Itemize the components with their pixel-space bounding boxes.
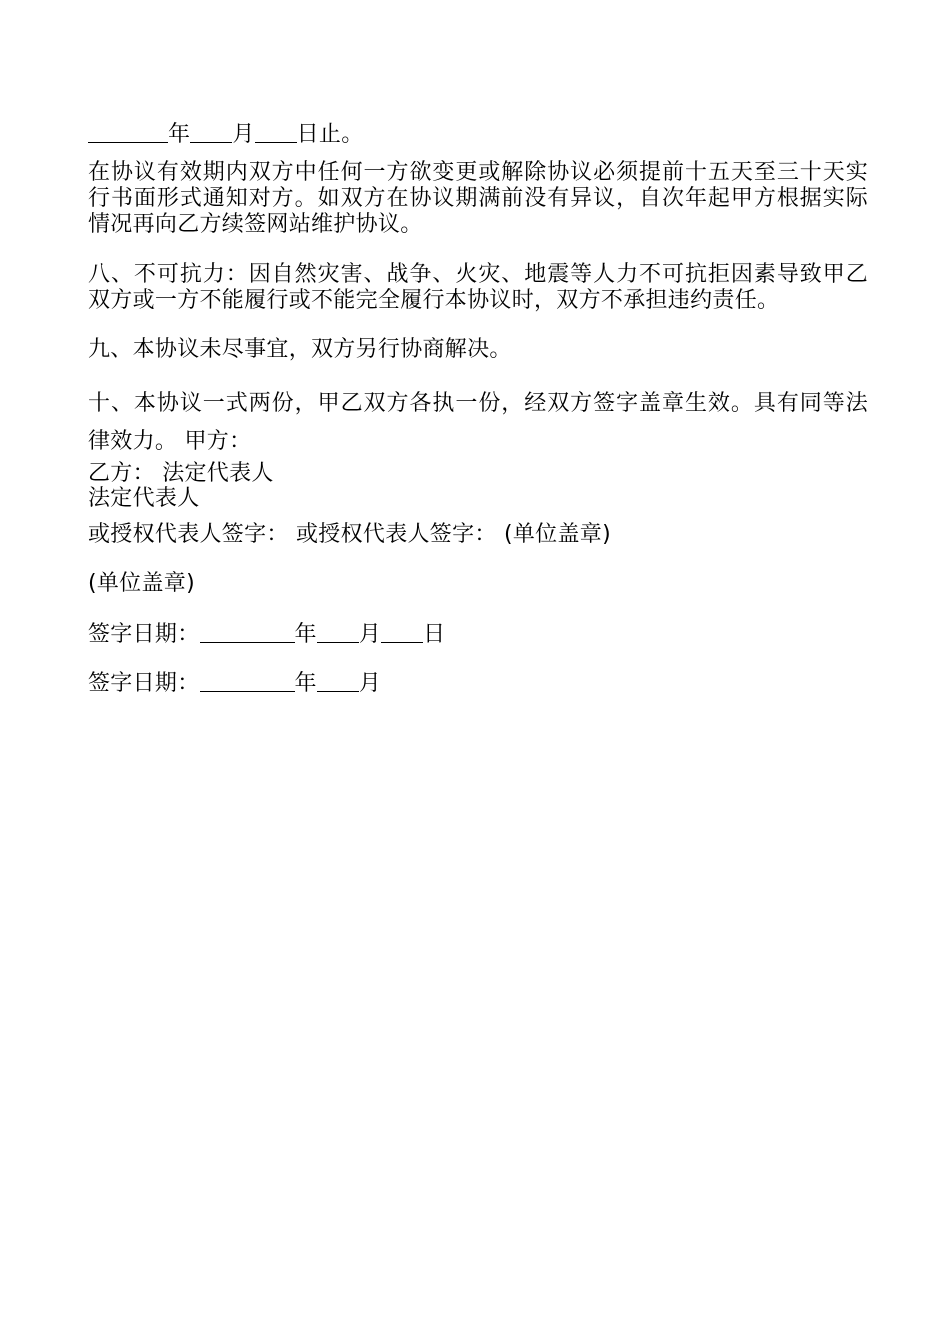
day-label: 日 <box>423 622 446 647</box>
month-label: 月 <box>232 122 255 147</box>
year-blank <box>200 671 295 692</box>
month-blank <box>190 122 232 143</box>
month-label: 月 <box>358 622 382 647</box>
party-b-representative: 乙方： 法定代表人 <box>88 461 274 486</box>
day-end-label: 日止。 <box>296 122 364 147</box>
year-blank <box>88 122 168 143</box>
validity-clause: 在协议有效期内双方中任何一方欲变更或解除协议必须提前十五天至三十天实行书面形式通知对方。如双方在协议期满前没有异议，自次年起甲方根据实际情况再向乙方续签网站维护协议。 <box>88 160 868 237</box>
sign-date-label: 签字日期： <box>88 671 200 696</box>
year-label: 年 <box>168 122 191 147</box>
day-blank <box>255 122 297 143</box>
end-date-line <box>88 122 364 148</box>
month-label: 月 <box>358 671 382 696</box>
year-label: 年 <box>294 671 317 696</box>
year-label: 年 <box>294 622 317 647</box>
day-blank <box>381 622 423 643</box>
sign-date-label: 签字日期： <box>88 622 200 647</box>
legal-representative: 法定代表人 <box>88 486 200 511</box>
sign-date-line-1 <box>88 622 445 648</box>
sign-date-line-2 <box>88 671 381 697</box>
copies-clause: 十、本协议一式两份，甲乙双方各执一份，经双方签字盖章生效。具有同等法律效力。 甲方： <box>88 391 868 454</box>
force-majeure-clause: 八、不可抗力：因自然灾害、战争、火灾、地震等人力不可抗拒因素导致甲乙双方或一方不能履行或不能完全履行本协议时，双方不承担违约责任。 <box>88 262 868 313</box>
year-blank <box>200 622 295 643</box>
month-blank <box>317 622 359 643</box>
month-blank <box>317 671 359 692</box>
unit-seal-line: (单位盖章) <box>88 571 195 596</box>
other-matters-clause: 九、本协议未尽事宜，双方另行协商解决。 <box>88 337 512 362</box>
authorized-signature-line: 或授权代表人签字： 或授权代表人签字： (单位盖章) <box>88 522 611 547</box>
